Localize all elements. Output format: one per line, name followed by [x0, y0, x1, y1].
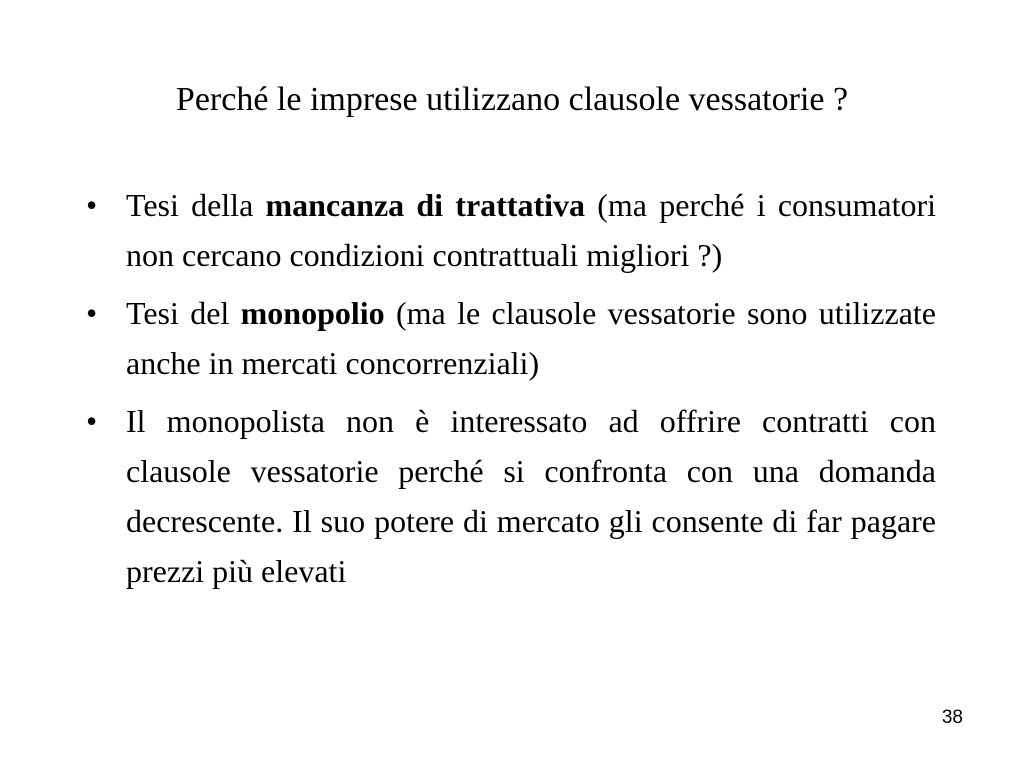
page-number: 38 — [941, 707, 963, 728]
bullet-bold-term: monopolio — [240, 295, 385, 331]
bullet-marker: • — [86, 187, 98, 223]
bullet-marker: • — [86, 403, 98, 439]
bullet-marker: • — [86, 295, 98, 331]
bullet-text: Il monopolista non è interessato ad offrire contratti con clausole vessatorie perché si confronta con una domanda decrescente. Il suo potere di mercato gli consente di far pagare prezzi più elevati — [126, 403, 936, 589]
bullet-item-mancanza-di-trattativa — [84, 180, 936, 280]
slide-title: Perché le imprese utilizzano clausole vessatorie ? — [175, 81, 849, 118]
bullet-text-after: (ma le clausole vessatorie sono utilizzate anche in mercati concorrenziali) — [126, 295, 937, 381]
bullet-text-before: Tesi della — [126, 187, 266, 223]
bullet-text-before: Tesi del — [126, 295, 241, 331]
bullet-item-monopolio — [84, 288, 936, 388]
bullet-item-monopolista — [84, 396, 936, 596]
bullet-list — [84, 180, 936, 604]
bullet-text-after: (ma perché i consumatori non cercano condizioni contrattuali migliori ?) — [126, 187, 937, 273]
bullet-bold-term: mancanza di trattativa — [265, 187, 586, 223]
